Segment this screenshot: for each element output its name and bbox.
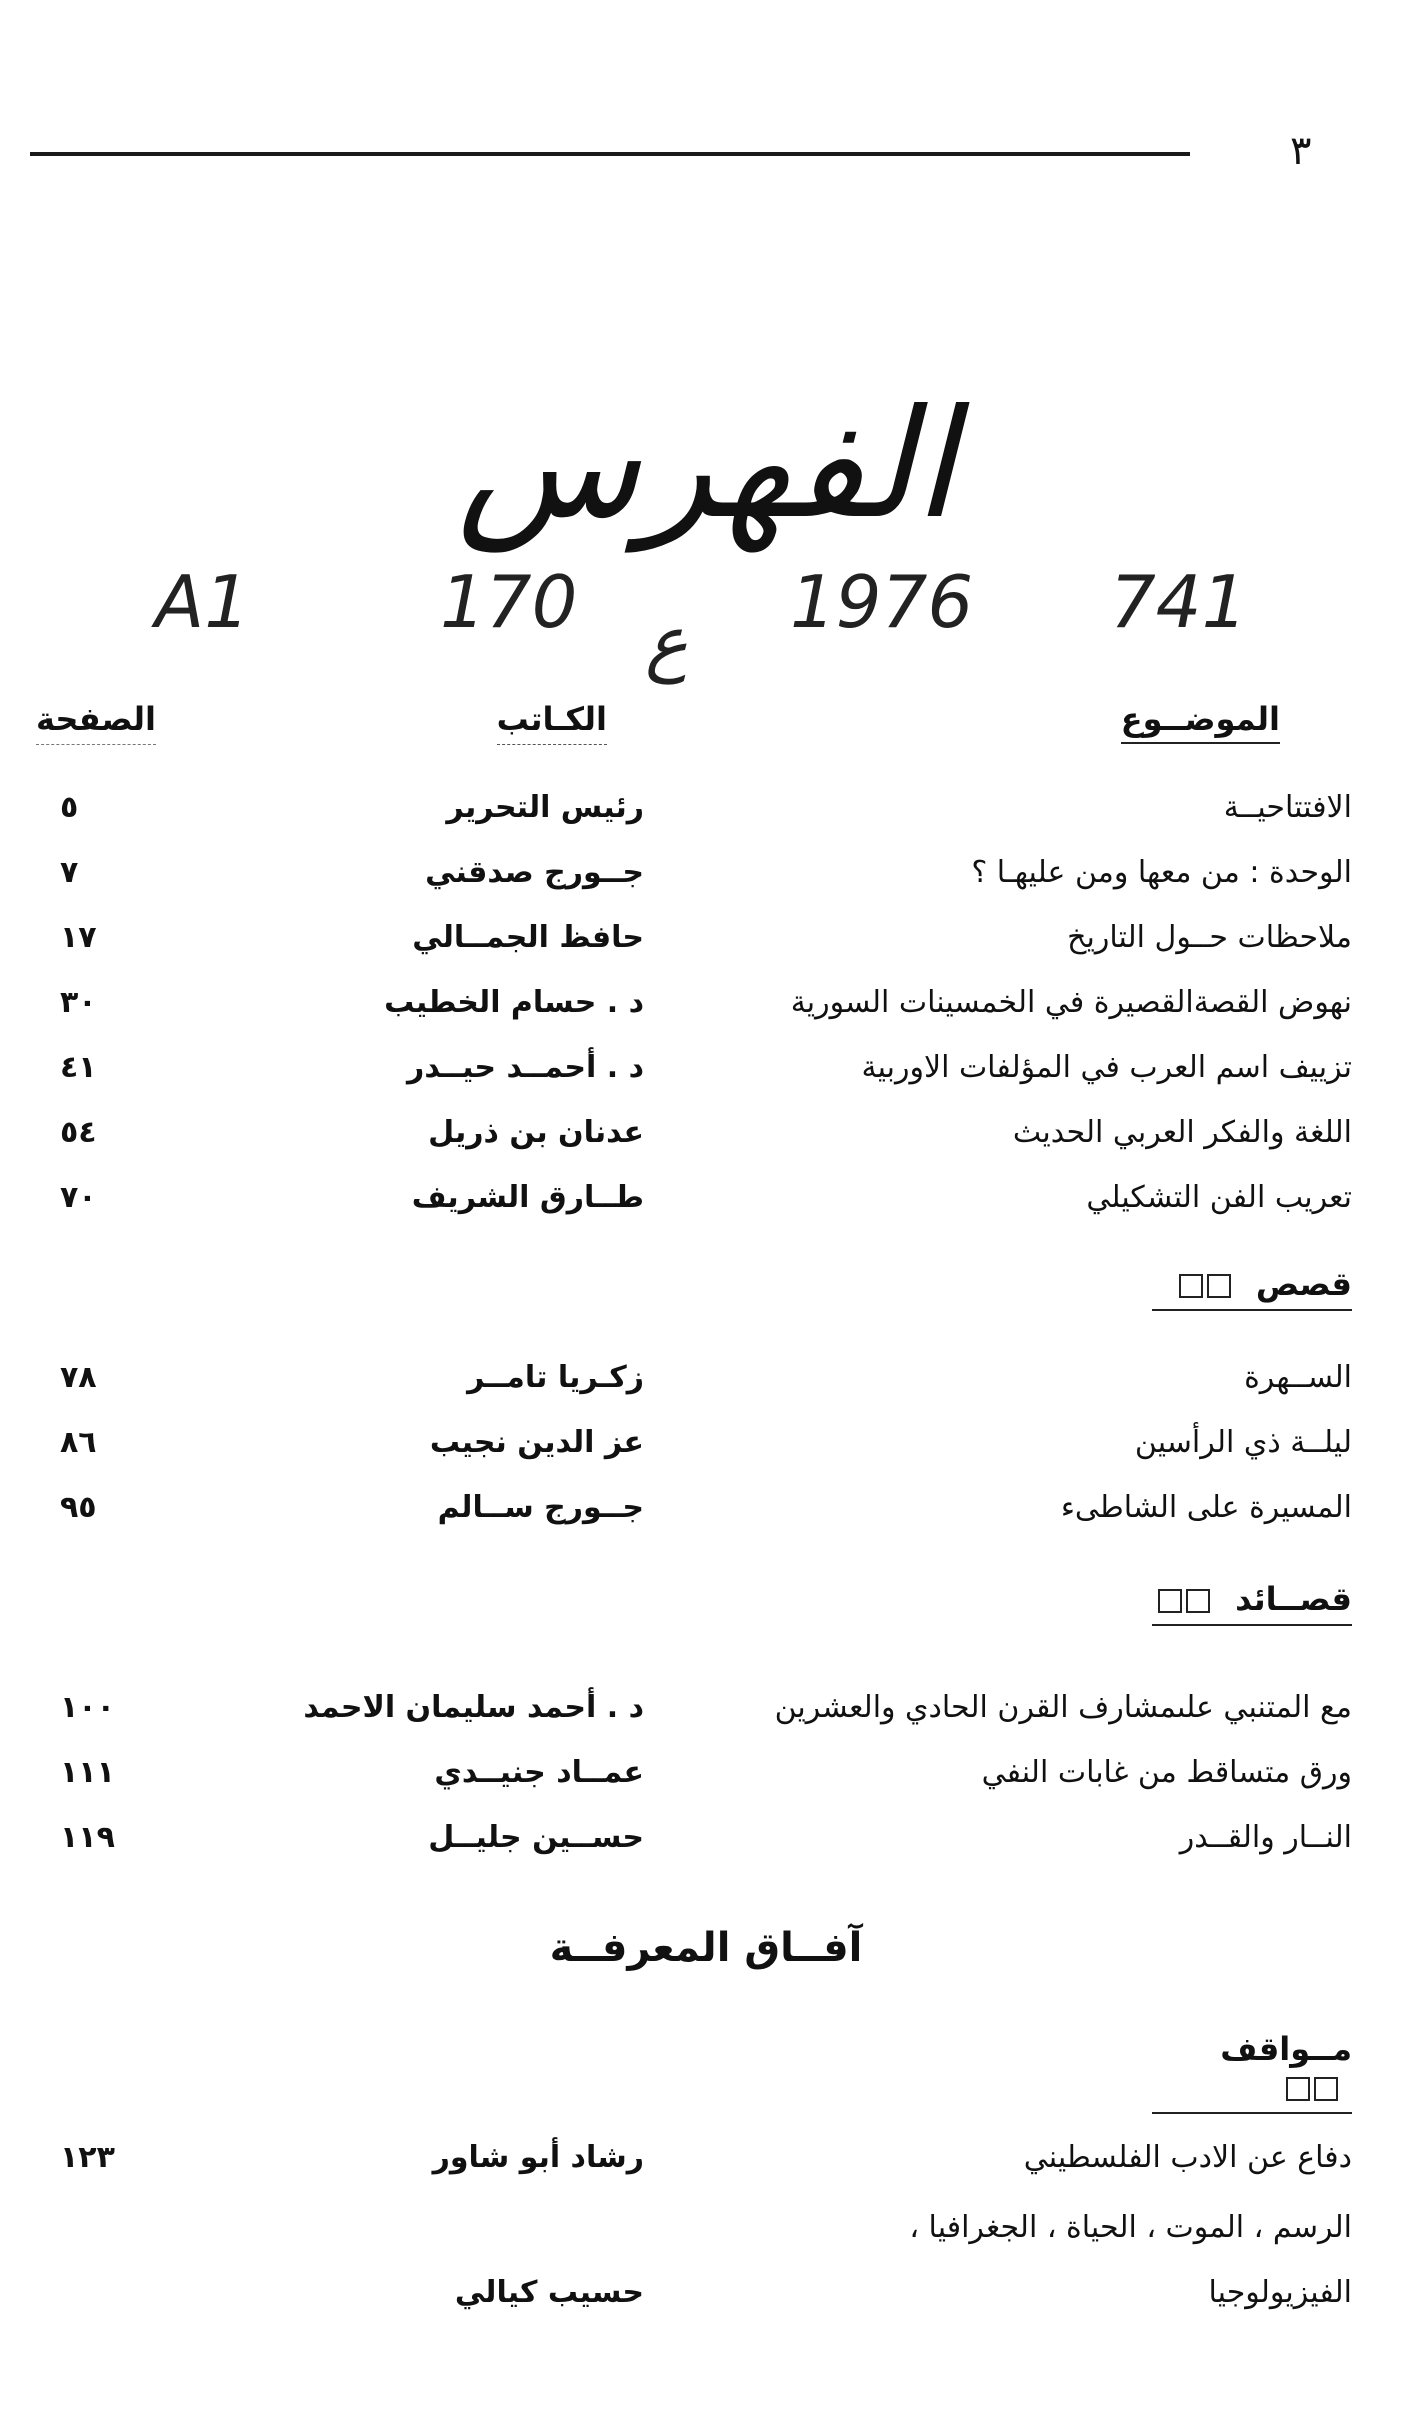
toc-row bbox=[0, 1425, 1412, 1481]
toc-row bbox=[0, 1690, 1412, 1746]
toc-topic: الرسم ، الموت ، الحياة ، الجغرافيا ، bbox=[909, 2210, 1352, 2245]
toc-topic: الافتتاحيــة bbox=[1223, 790, 1352, 825]
toc-page: ٧٠ bbox=[60, 1180, 97, 1215]
toc-page: ٣٠ bbox=[60, 985, 97, 1020]
toc-topic: المسيرة على الشاطىء bbox=[1060, 1490, 1352, 1525]
toc-row bbox=[0, 855, 1412, 911]
toc-page: ٩٥ bbox=[60, 1490, 97, 1525]
toc-author: حسيب كيالي bbox=[454, 2275, 644, 2310]
toc-topic: ليلــة ذي الرأسين bbox=[1134, 1425, 1352, 1460]
page-number: ٣ bbox=[1290, 128, 1312, 174]
toc-page: ٤١ bbox=[60, 1050, 97, 1085]
toc-row bbox=[0, 2140, 1412, 2196]
toc-page: ١٠٠ bbox=[60, 1690, 115, 1725]
knowledge-heading: آفــاق المعرفــة bbox=[549, 1925, 863, 1971]
column-header-topic: الموضــوع bbox=[1121, 700, 1280, 744]
toc-page: ١١١ bbox=[60, 1755, 115, 1790]
handwritten-note-c: ع bbox=[645, 600, 688, 684]
section-label: مــواقف bbox=[1220, 2030, 1352, 2068]
toc-author: رشاد أبو شاور bbox=[432, 2140, 644, 2175]
section-heading-positions bbox=[1152, 2030, 1352, 2114]
toc-row bbox=[0, 1360, 1412, 1416]
toc-topic: اللغة والفكر العربي الحديث bbox=[1012, 1115, 1352, 1150]
toc-row bbox=[0, 2275, 1412, 2331]
toc-row bbox=[0, 790, 1412, 846]
toc-topic: تزييف اسم العرب في المؤلفات الاوربية bbox=[861, 1050, 1352, 1085]
page-title: الفهرس bbox=[456, 378, 956, 552]
handwritten-note-a: A1 bbox=[155, 560, 251, 644]
toc-topic: النــار والقــدر bbox=[1179, 1820, 1352, 1855]
section-label: قصص bbox=[1255, 1265, 1352, 1303]
toc-author: رئيس التحرير bbox=[446, 790, 644, 825]
section-boxes-icon bbox=[1282, 2068, 1338, 2106]
toc-author: عدنان بن ذريل bbox=[428, 1115, 644, 1150]
handwritten-note-b: 170 bbox=[440, 560, 578, 644]
section-label: قصــائد bbox=[1235, 1580, 1352, 1618]
toc-author: جــورج ســالم bbox=[437, 1490, 644, 1525]
toc-topic: ملاحظات حــول التاريخ bbox=[1067, 920, 1352, 955]
header-rule bbox=[30, 152, 1190, 156]
toc-row bbox=[0, 1490, 1412, 1546]
toc-row bbox=[0, 1820, 1412, 1876]
toc-author: د . أحمــد حيــدر bbox=[407, 1050, 644, 1085]
toc-author: د . حسام الخطيب bbox=[384, 985, 644, 1020]
toc-topic: الســهرة bbox=[1244, 1360, 1352, 1395]
section-boxes-icon bbox=[1154, 1580, 1210, 1618]
toc-author: د . أحمد سليمان الاحمد bbox=[303, 1690, 644, 1725]
toc-row bbox=[0, 1755, 1412, 1811]
toc-row bbox=[0, 985, 1412, 1041]
toc-topic: نهوض القصةالقصيرة في الخمسينات السورية bbox=[790, 985, 1352, 1020]
toc-topic: دفاع عن الادب الفلسطيني bbox=[1023, 2140, 1352, 2175]
handwritten-note-d: 1976 bbox=[790, 560, 974, 644]
toc-page: ٧٨ bbox=[60, 1360, 97, 1395]
toc-page: ٥٤ bbox=[60, 1115, 97, 1150]
toc-page: ٨٦ bbox=[60, 1425, 97, 1460]
toc-row bbox=[0, 920, 1412, 976]
toc-page: ١١٩ bbox=[60, 1820, 115, 1855]
toc-author: عز الدين نجيب bbox=[429, 1425, 644, 1460]
toc-page: ١٢٣ bbox=[60, 2140, 115, 2175]
toc-author: جــورج صدقني bbox=[425, 855, 644, 890]
toc-topic: الوحدة : من معها ومن عليهـا ؟ bbox=[971, 855, 1352, 890]
toc-row bbox=[0, 1180, 1412, 1236]
toc-row bbox=[0, 1050, 1412, 1106]
toc-author: عمــاد جنيــدي bbox=[434, 1755, 644, 1790]
toc-author: طــارق الشريف bbox=[411, 1180, 644, 1215]
toc-topic: مع المتنبي علىمشارف القرن الحادي والعشرين bbox=[774, 1690, 1352, 1725]
section-heading-poems bbox=[1152, 1580, 1352, 1626]
toc-topic: الفيزيولوجيا bbox=[1208, 2275, 1352, 2310]
toc-page: ٥ bbox=[60, 790, 79, 825]
column-header-author: الكـاتب bbox=[497, 700, 607, 745]
toc-page: ١٧ bbox=[60, 920, 97, 955]
toc-author: زكـريا تامــر bbox=[467, 1360, 644, 1395]
toc-topic: تعريب الفن التشكيلي bbox=[1086, 1180, 1352, 1215]
toc-author: حســين جليــل bbox=[428, 1820, 644, 1855]
column-header-page: الصفحة bbox=[36, 700, 156, 745]
toc-row bbox=[0, 2210, 1412, 2266]
toc-row bbox=[0, 1115, 1412, 1171]
toc-topic: ورق متساقط من غابات النفي bbox=[981, 1755, 1352, 1790]
toc-page: ٧ bbox=[60, 855, 79, 890]
section-heading-stories bbox=[1152, 1265, 1352, 1311]
toc-author: حافظ الجمــالي bbox=[412, 920, 644, 955]
handwritten-note-e: 741 bbox=[1110, 560, 1248, 644]
section-boxes-icon bbox=[1175, 1265, 1231, 1303]
